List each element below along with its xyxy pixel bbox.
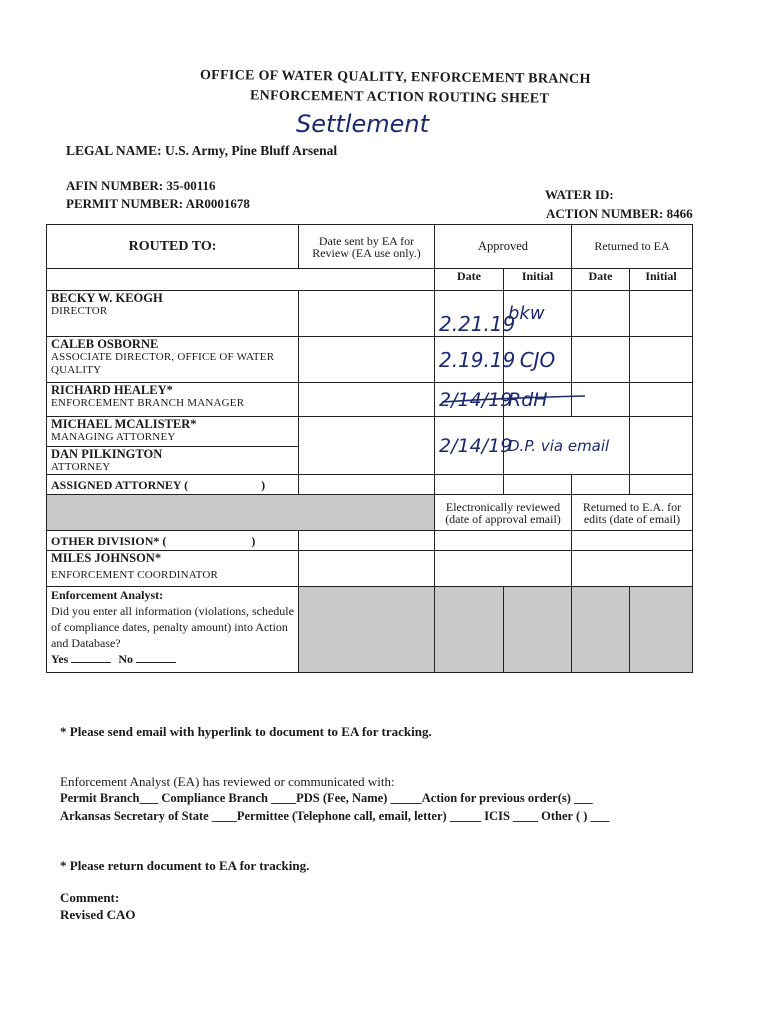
person-name: DAN PILKINGTON xyxy=(51,447,163,461)
approved-initial-header: Initial xyxy=(504,269,572,291)
returned-date xyxy=(572,475,630,495)
date-sent-cell xyxy=(299,417,435,475)
approved-date: 2/14/19 xyxy=(435,417,504,475)
returned-date xyxy=(572,291,630,337)
returned-initial xyxy=(630,417,693,475)
assigned-attorney-label: ASSIGNED ATTORNEY ( xyxy=(51,477,189,492)
routing-row-mcalister-pilkington xyxy=(47,417,299,475)
returned-edits-cell xyxy=(572,551,693,587)
gray-cell xyxy=(504,587,572,673)
ink-stroke-icon xyxy=(440,390,590,410)
no-label: No xyxy=(118,652,134,666)
routing-table xyxy=(46,224,693,673)
yes-no-line xyxy=(51,651,294,667)
communication-line-2: Arkansas Secretary of State ____Permittee (Telephone call, email, letter) _____ ICIS ____ Other ( ) ___ xyxy=(60,809,610,823)
person-name: RICHARD HEALEY* xyxy=(51,383,173,397)
electronic-cell xyxy=(435,531,572,551)
person-title: ENFORCEMENT BRANCH MANAGER xyxy=(51,397,245,409)
approved-initial: RdH xyxy=(504,383,572,417)
person-name: CALEB OSBORNE xyxy=(51,337,159,351)
permit-number: PERMIT NUMBER: AR0001678 xyxy=(66,196,250,211)
date-sent-cell xyxy=(299,551,435,587)
analyst-title: Enforcement Analyst: xyxy=(51,588,164,602)
person-title: DIRECTOR xyxy=(51,305,108,317)
person-title: ASSOCIATE DIRECTOR, OFFICE OF WATER QUALITY xyxy=(51,351,275,376)
communication-line-1: Permit Branch___ Compliance Branch ____PDS (Fee, Name) _____Action for previous order(s) ___ xyxy=(60,791,593,805)
header-line-2: ENFORCEMENT ACTION ROUTING SHEET xyxy=(249,88,550,107)
yes-label: Yes xyxy=(51,652,69,666)
approved-date: 2/14/19 xyxy=(435,383,504,417)
electronic-cell xyxy=(435,551,572,587)
returned-date-header: Date xyxy=(572,269,630,291)
approved-initial: bkw xyxy=(504,291,572,337)
returned-initial xyxy=(630,383,693,417)
routing-row-osborne xyxy=(47,337,299,383)
gray-cell xyxy=(435,587,504,673)
approved-date xyxy=(435,475,504,495)
returned-initial xyxy=(630,291,693,337)
analyst-line: Enforcement Analyst (EA) has reviewed or communicated with: xyxy=(60,774,395,789)
routing-row-healey xyxy=(47,383,299,417)
assigned-attorney-close: ) xyxy=(261,477,266,492)
approved-header: Approved xyxy=(435,225,572,269)
analyst-cell xyxy=(47,587,299,673)
note-send-email: * Please send email with hyperlink to document to EA for tracking. xyxy=(60,724,432,739)
returned-initial xyxy=(630,337,693,383)
returned-initial xyxy=(630,475,693,495)
person-title: ATTORNEY xyxy=(51,461,111,473)
date-sent-cell xyxy=(299,337,435,383)
routing-row-johnson xyxy=(47,551,299,587)
header-line-1: OFFICE OF WATER QUALITY, ENFORCEMENT BRANCH xyxy=(199,67,591,88)
returned-edits-cell xyxy=(572,531,693,551)
approved-initial xyxy=(504,475,572,495)
legal-name: LEGAL NAME: U.S. Army, Pine Bluff Arsenal xyxy=(66,143,338,158)
approved-initial: CJO xyxy=(504,337,572,383)
person-title: ENFORCEMENT COORDINATOR xyxy=(51,569,219,581)
approved-date-header: Date xyxy=(435,269,504,291)
comment-text: Revised CAO xyxy=(60,907,136,922)
returned-edits-header: Returned to E.A. for edits (date of email) xyxy=(572,495,693,531)
other-division-label: OTHER DIVISION* ( xyxy=(51,533,167,548)
no-blank xyxy=(136,662,176,663)
person-name: BECKY W. KEOGH xyxy=(51,291,163,305)
gray-cell xyxy=(299,587,435,673)
returned-header: Returned to EA xyxy=(572,225,693,269)
approved-date: 2.21.19 xyxy=(435,291,504,337)
date-sent-cell xyxy=(299,383,435,417)
note-return-document: * Please return document to EA for tracking. xyxy=(60,858,310,873)
water-id: WATER ID: xyxy=(545,187,614,202)
returned-date xyxy=(572,337,630,383)
electronic-review-header: Electronically reviewed (date of approval email) xyxy=(435,495,572,531)
other-division-cell xyxy=(47,531,299,551)
approved-initial: D.P. via email xyxy=(504,417,630,475)
approved-date: 2.19.19 xyxy=(435,337,504,383)
other-division-close: ) xyxy=(251,533,256,548)
gray-cell xyxy=(630,587,693,673)
date-sent-header: Date sent by EA for Review (EA use only.) xyxy=(299,225,435,269)
person-name: MILES JOHNSON* xyxy=(51,551,162,565)
assigned-attorney-cell xyxy=(47,475,299,495)
yes-blank xyxy=(71,662,111,663)
gray-band xyxy=(47,495,435,531)
person-title: MANAGING ATTORNEY xyxy=(51,431,176,443)
routed-to-header: ROUTED TO: xyxy=(47,225,299,269)
date-sent-cell xyxy=(299,531,435,551)
person-name: MICHAEL MCALISTER* xyxy=(51,417,197,431)
routing-row-keogh xyxy=(47,291,299,337)
analyst-question: Did you enter all information (violations, schedule of compliance dates, penalty amount) into Action and Database? xyxy=(51,604,294,650)
date-sent-cell xyxy=(299,291,435,337)
afin-number: AFIN NUMBER: 35-00116 xyxy=(66,178,216,193)
pilkington-subcell xyxy=(47,446,298,474)
returned-initial-header: Initial xyxy=(630,269,693,291)
comment-label: Comment: xyxy=(60,890,120,905)
handwritten-settlement: Settlement xyxy=(296,110,430,138)
action-number: ACTION NUMBER: 8466 xyxy=(546,206,693,221)
gray-cell xyxy=(572,587,630,673)
spacer-cell xyxy=(47,269,435,291)
date-sent-cell xyxy=(299,475,435,495)
